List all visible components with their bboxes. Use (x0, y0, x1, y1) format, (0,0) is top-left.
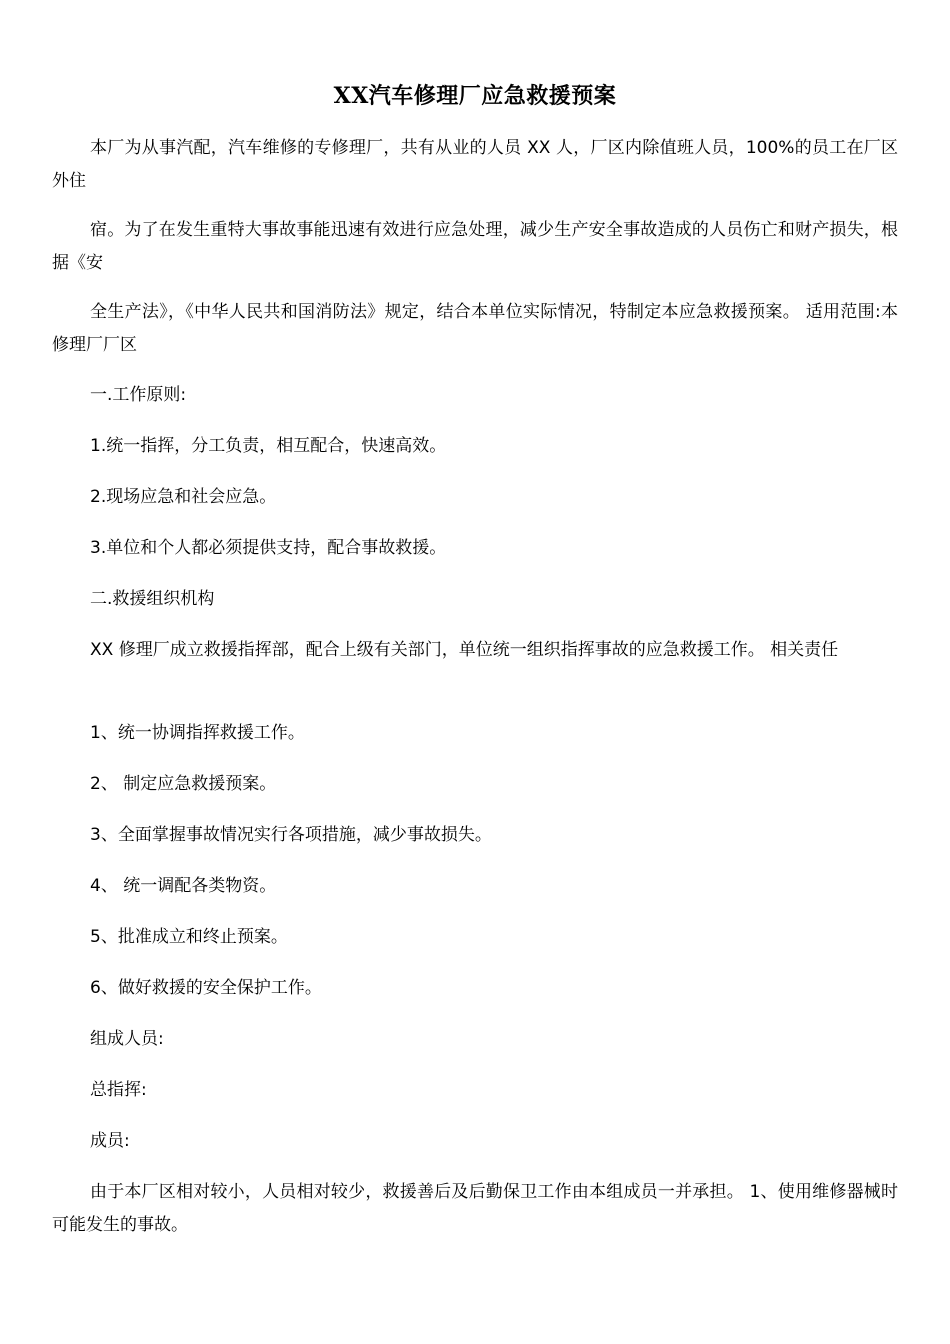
paragraph-intro-2: 宿。为了在发生重特大事故事能迅速有效进行应急处理，减少生产安全事故造成的人员伤亡和财产损失，根据《安 (52, 220, 898, 273)
principle-item-1: 1.统一指挥，分工负责，相互配合，快速高效。 (90, 436, 447, 456)
paragraph-intro-1: 本厂为从事汽配，汽车维修的专修理厂，共有从业的人员 XX 人，厂区内除值班人员，100%的员工在厂区外住 (52, 138, 898, 191)
duty-item-6: 6、做好救援的安全保护工作。 (90, 978, 322, 998)
duty-item-3: 3、全面掌握事故情况实行各项措施，减少事故损失。 (90, 825, 492, 845)
duty-item-4: 4、 统一调配各类物资。 (90, 876, 277, 896)
section-heading-organization: 二.救援组织机构 (90, 589, 215, 609)
principle-item-3: 3.单位和个人都必须提供支持，配合事故救援。 (90, 538, 447, 558)
document-title: XX汽车修理厂应急救援预案 (333, 83, 617, 109)
paragraph-intro-3: 全生产法》，《中华人民共和国消防法》规定，结合本单位实际情况，特制定本应急救援预案。 适用范围:本修理厂厂区 (52, 302, 898, 355)
paragraph-organization: XX 修理厂成立救援指挥部，配合上级有关部门，单位统一组织指挥事故的应急救援工作。 相关责任 (90, 640, 839, 660)
paragraph-closing: 由于本厂区相对较小，人员相对较少，救援善后及后勤保卫工作由本组成员一并承担。 1、使用维修器械时可能发生的事故。 (52, 1182, 898, 1235)
commander-label: 总指挥: (90, 1080, 147, 1100)
members-label: 组成人员: (90, 1029, 164, 1049)
section-heading-principles: 一.工作原则: (90, 385, 187, 405)
principle-item-2: 2.现场应急和社会应急。 (90, 487, 277, 507)
duty-item-1: 1、统一协调指挥救援工作。 (90, 723, 305, 743)
staff-label: 成员: (90, 1131, 130, 1151)
duty-item-2: 2、 制定应急救援预案。 (90, 774, 277, 794)
duty-item-5: 5、批准成立和终止预案。 (90, 927, 288, 947)
